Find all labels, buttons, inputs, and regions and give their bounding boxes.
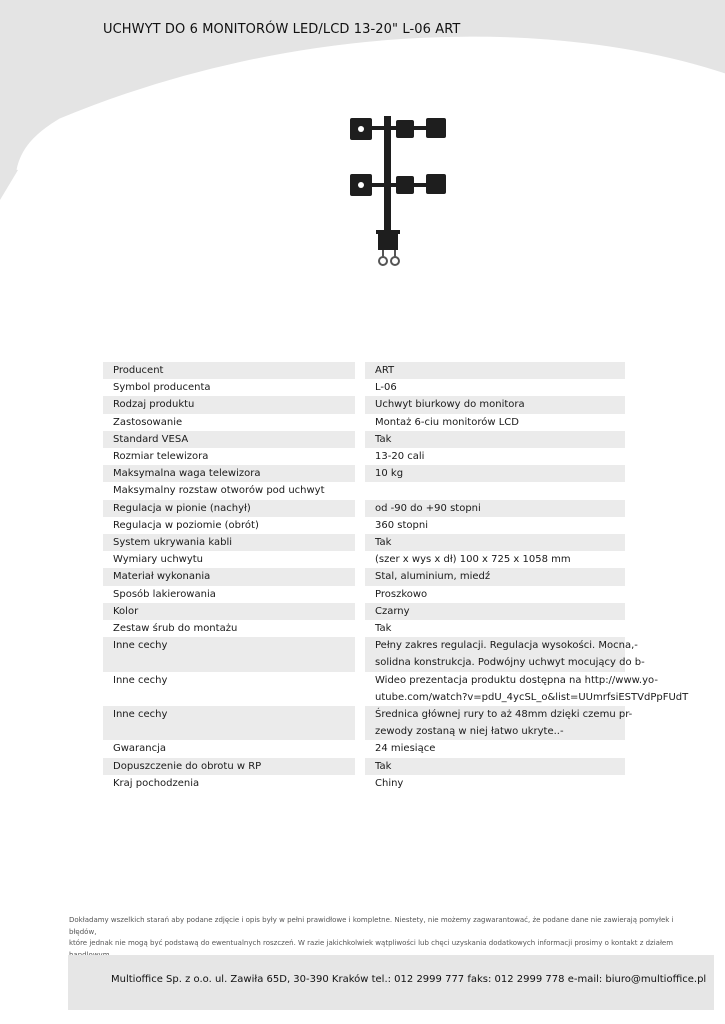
spec-row xyxy=(103,740,625,757)
spec-row xyxy=(103,603,625,620)
spec-row xyxy=(103,758,625,775)
spec-value: od -90 do +90 stopni xyxy=(365,500,625,517)
monitor-mount-icon xyxy=(330,108,460,273)
footer-contact: Multioffice Sp. z o.o. ul. Zawiła 65D, 30-390 Kraków tel.: 012 2999 777 faks: 012 2999 778 e-mail: biuro@multioffice.pl xyxy=(111,974,707,985)
spec-value: L-06 xyxy=(365,379,625,396)
spec-label: System ukrywania kabli xyxy=(103,534,355,551)
spec-table xyxy=(103,362,689,792)
spec-label: Sposób lakierowania xyxy=(103,586,355,603)
spec-row xyxy=(103,706,633,723)
disclaimer-line: Dokładamy wszelkich starań aby podane zdjęcie i opis były w pełni prawidłowe i kompletne. Niestety, nie możemy zagwarantować, że podane dane nie zawierają pomyłek i błędów, xyxy=(69,916,674,936)
spec-row xyxy=(103,775,625,792)
spec-label: Zastosowanie xyxy=(103,414,355,431)
spec-value: Tak xyxy=(365,431,625,448)
spec-label: Materiał wykonania xyxy=(103,568,355,585)
spec-row xyxy=(103,534,625,551)
spec-row xyxy=(103,620,625,637)
spec-value: Tak xyxy=(365,620,625,637)
spec-row xyxy=(103,362,625,379)
spec-row xyxy=(103,396,625,413)
spec-label: Standard VESA xyxy=(103,431,355,448)
spec-label: Inne cechy xyxy=(103,637,355,654)
spec-label: Regulacja w pionie (nachył) xyxy=(103,500,355,517)
spec-label: Dopuszczenie do obrotu w RP xyxy=(103,758,355,775)
spec-row xyxy=(103,586,625,603)
spec-row xyxy=(103,568,625,585)
spec-row xyxy=(103,637,638,654)
spec-value: Montaż 6-ciu monitorów LCD xyxy=(365,414,625,431)
spec-row xyxy=(103,723,625,740)
spec-value: ART xyxy=(365,362,625,379)
spec-value: Pełny zakres regulacji. Regulacja wysokości. Mocna,- xyxy=(365,637,625,654)
spec-row xyxy=(103,500,625,517)
spec-row xyxy=(103,672,658,689)
spec-value: Proszkowo xyxy=(365,586,625,603)
spec-value xyxy=(365,482,625,499)
spec-label: Rozmiar telewizora xyxy=(103,448,355,465)
spec-value: 360 stopni xyxy=(365,517,625,534)
spec-label: Gwarancja xyxy=(103,740,355,757)
spec-label: Regulacja w poziomie (obrót) xyxy=(103,517,355,534)
spec-label: Maksymalna waga telewizora xyxy=(103,465,355,482)
spec-label: Inne cechy xyxy=(103,672,355,689)
spec-value: 10 kg xyxy=(365,465,625,482)
spec-row xyxy=(103,465,625,482)
spec-label xyxy=(103,689,355,706)
spec-value: Czarny xyxy=(365,603,625,620)
spec-value: 24 miesiące xyxy=(365,740,625,757)
spec-label: Rodzaj produktu xyxy=(103,396,355,413)
spec-value: Stal, aluminium, miedź xyxy=(365,568,625,585)
spec-row xyxy=(103,414,625,431)
page-title: UCHWYT DO 6 MONITORÓW LED/LCD 13-20" L-06 ART xyxy=(103,22,461,37)
spec-value: Średnica głównej rury to aż 48mm dzięki czemu pr- xyxy=(365,706,625,723)
spec-label: Inne cechy xyxy=(103,706,355,723)
spec-value: Tak xyxy=(365,534,625,551)
spec-label xyxy=(103,654,355,671)
spec-value: (szer x wys x dł) 100 x 725 x 1058 mm xyxy=(365,551,625,568)
spec-value: Wideo prezentacja produktu dostępna na http://www.yo- xyxy=(365,672,625,689)
spec-label xyxy=(103,723,355,740)
spec-row xyxy=(103,551,625,568)
spec-value: zewody zostaną w niej łatwo ukryte..- xyxy=(365,723,625,740)
spec-label: Producent xyxy=(103,362,355,379)
spec-row xyxy=(103,689,689,706)
spec-value: 13-20 cali xyxy=(365,448,625,465)
spec-row xyxy=(103,431,625,448)
spec-row xyxy=(103,379,625,396)
spec-label: Zestaw śrub do montażu xyxy=(103,620,355,637)
spec-value: solidna konstrukcja. Podwójny uchwyt mocujący do b- xyxy=(365,654,625,671)
spec-label: Kolor xyxy=(103,603,355,620)
spec-row xyxy=(103,517,625,534)
spec-value: Tak xyxy=(365,758,625,775)
spec-row xyxy=(103,482,625,499)
spec-row xyxy=(103,448,625,465)
spec-value: utube.com/watch?v=pdU_4ycSL_o&list=UUmrfsiESTVdPpFUdT xyxy=(365,689,625,706)
footer xyxy=(68,955,714,1010)
spec-label: Symbol producenta xyxy=(103,379,355,396)
spec-label: Wymiary uchwytu xyxy=(103,551,355,568)
spec-label: Kraj pochodzenia xyxy=(103,775,355,792)
spec-row xyxy=(103,654,645,671)
spec-label: Maksymalny rozstaw otworów pod uchwyt xyxy=(103,482,355,499)
disclaimer-line: które jednak nie mogą być podstawą do ewentualnych roszczeń. W razie jakichkolwiek wątpliwości lub chęci uzyskania dodatkowych informacji prosimy o kontakt z działem xyxy=(69,939,674,947)
spec-value: Chiny xyxy=(365,775,625,792)
spec-value: Uchwyt biurkowy do monitora xyxy=(365,396,625,413)
